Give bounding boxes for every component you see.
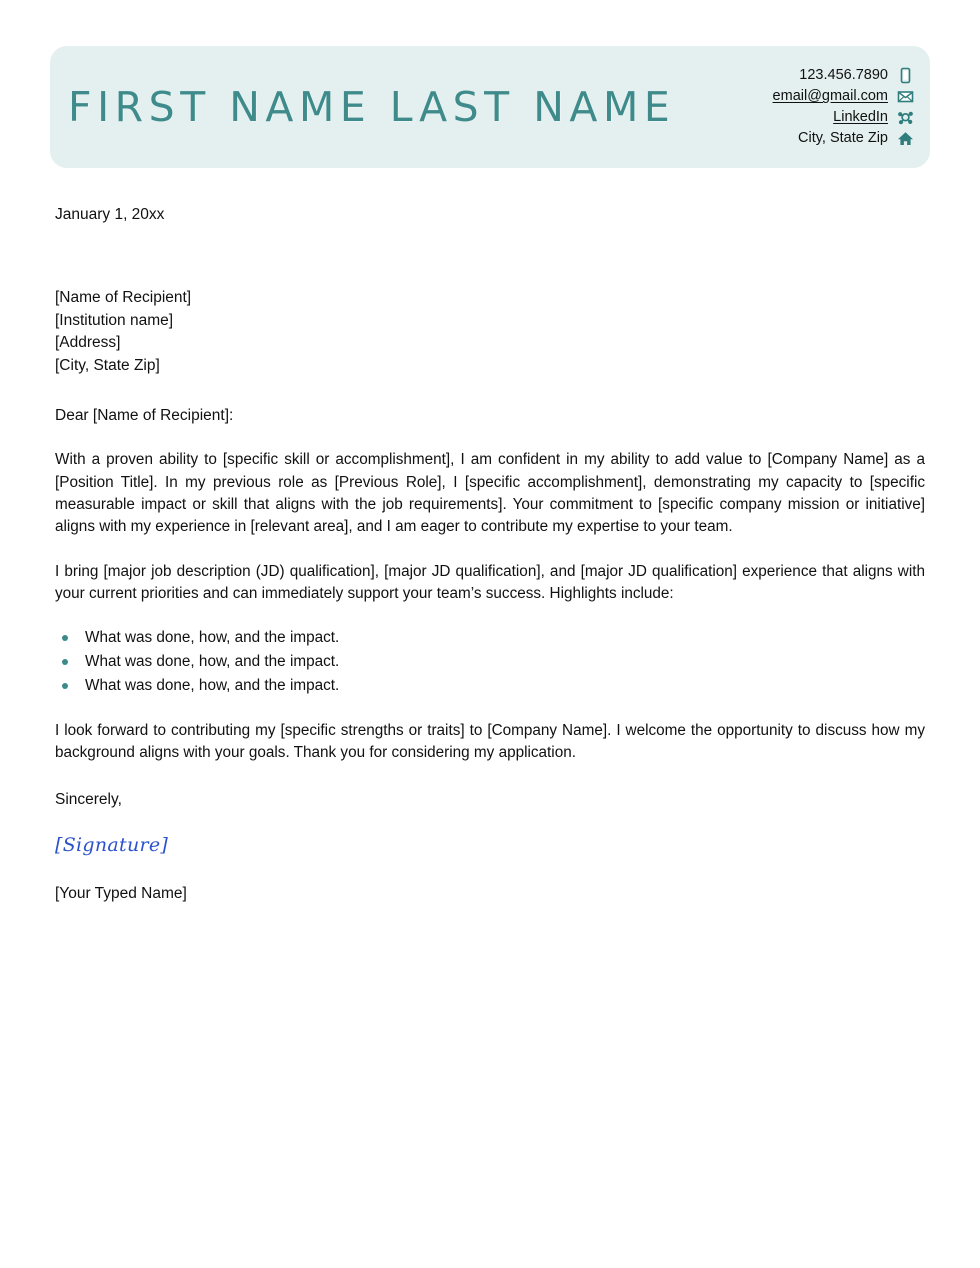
signature: [Signature] (55, 834, 169, 857)
contact-row-phone (799, 65, 914, 86)
recipient-name: [Name of Recipient] (55, 289, 192, 307)
salutation: Dear [Name of Recipient]: (55, 407, 234, 425)
body-paragraph-3: I look forward to contributing my [specific strengths or traits] to [Company Name]. I welcome the opportunity to discuss how my background aligns with your goals. Thank you for considering my application. (55, 721, 925, 762)
closing-salutation: Sincerely, (55, 790, 122, 808)
highlights-list (55, 626, 925, 698)
address-text: City, State Zip (798, 130, 888, 147)
recipient-address: [Address] (55, 334, 121, 352)
contact-block (773, 65, 916, 149)
phone-number: 123.456.7890 (799, 67, 888, 84)
contact-row-email (773, 86, 914, 107)
typed-name: [Your Typed Name] (55, 885, 187, 903)
letter-date: January 1, 20xx (55, 206, 165, 223)
email-link[interactable]: email@gmail.com (772, 88, 888, 105)
recipient-institution: [Institution name] (55, 311, 174, 329)
page-title: FIRST NAME LAST NAME (68, 82, 676, 131)
network-share-icon (897, 109, 914, 126)
phone-icon (897, 67, 914, 84)
list-item: What was done, how, and the impact. (55, 626, 925, 649)
envelope-icon (897, 88, 914, 105)
list-item: What was done, how, and the impact. (55, 650, 925, 673)
letter-body (55, 205, 925, 905)
contact-row-linkedin (833, 107, 914, 128)
body-paragraph-1: With a proven ability to [specific skill or accomplishment], I am confident in my ability to add value to [Company Name] as a [Position Title]. In my previous role as [Previous Role], I [specific accomplishment], demonstrating my capacity to [specific measurable impact or skill that aligns with the job requirements]. Your commitment to [specific company mission or initiative] aligns with my experience in [relevant area], and I am eager to contribute my expertise to your team. (55, 451, 925, 536)
contact-row-address (798, 128, 914, 149)
list-item: What was done, how, and the impact. (55, 674, 925, 697)
header-banner (50, 46, 930, 168)
home-icon (897, 130, 914, 147)
recipient-city-state-zip: [City, State Zip] (55, 356, 160, 374)
recipient-address-block (55, 287, 925, 377)
body-paragraph-2: I bring [major job description (JD) qualification], [major JD qualification], and [major JD qualification] experience that aligns with your current priorities and can immediately support your team’s success. Highlights include: (55, 562, 925, 603)
linkedin-link[interactable]: LinkedIn (833, 109, 888, 126)
